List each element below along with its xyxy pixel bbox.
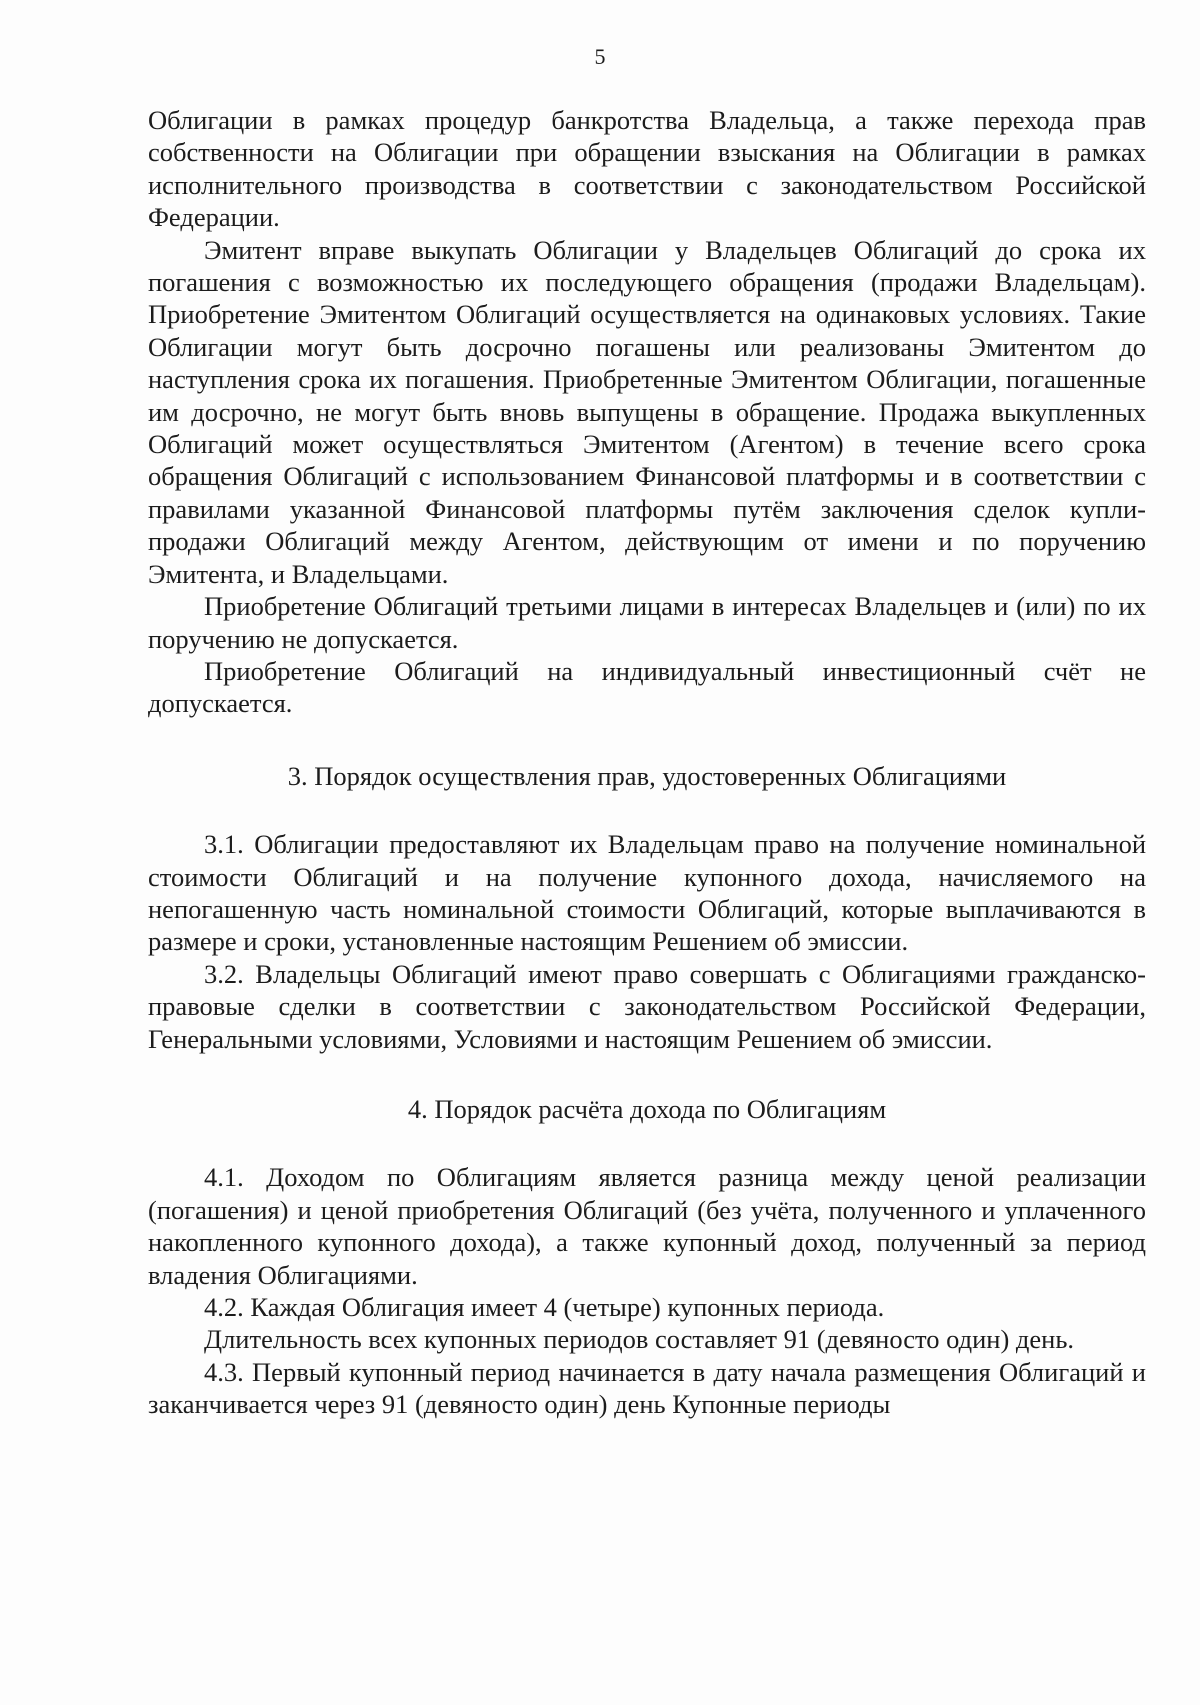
page-number: 5 [594, 44, 606, 69]
paragraph-coupon-duration: Длительность всех купонных периодов составляет 91 (девяносто один) день. [204, 1324, 1075, 1355]
paragraph-iis: Приобретение Облигаций на индивидуальный инвестиционный счёт не допускается. [148, 655, 1146, 719]
paragraph-3-1: 3.1. Облигации предоставляют их Владельцам право на получение номинальной стоимости Облигаций и на получение купонного дохода, начисляемого на непогашенную часть номинальной стоимости Облигаций, которые выплачиваются в размере и сроки, установленные настоящим Решением об эмиссии. [148, 829, 1146, 957]
paragraph-4-1: 4.1. Доходом по Облигациям является разница между ценой реализации (погашения) и ценой приобретения Облигаций (без учёта, полученного и уплаченного накопленного купонного дохода), а также купонный доход, полученный за период владения Облигациями. [148, 1162, 1146, 1290]
paragraph-4-2: 4.2. Каждая Облигация имеет 4 (четыре) купонных периода. [204, 1292, 885, 1322]
paragraph-buyback: Эмитент вправе выкупать Облигации у Владельцев Облигаций до срока их погашения с возможностью их последующего обращения (продажи Владельцам). Приобретение Эмитентом Облигаций осуществляется на одинаковых условиях. Такие Облигации могут быть досрочно погашены или реализованы Эмитентом до наступления срока их погашения. Приобретенные Эмитентом Облигации, погашенные им досрочно, не могут быть вновь выпущены в обращение. Продажа выкупленных Облигаций может осуществляться Эмитентом (Агентом) в течение всего срока обращения Облигаций с использованием Финансовой платформы и в соответствии с правилами указанной Финансовой платформы путём заключения сделок купли-продажи Облигаций между Агентом, действующим от имени и по поручению Эмитента, и Владельцами. [148, 234, 1146, 589]
paragraph-continuation: Облигации в рамках процедур банкротства Владельца, а также перехода прав собственности на Облигации при обращении взыскания на Облигации в рамках исполнительного производства в соответствии с законодательством Российской Федерации. [148, 105, 1146, 233]
document-body [148, 104, 1146, 1421]
paragraph-3-2: 3.2. Владельцы Облигаций имеют право совершать с Облигациями гражданско-правовые сделки в соответствии с законодательством Российской Федерации, Генеральными условиями, Условиями и настоящим Решением об эмиссии. [148, 958, 1146, 1054]
paragraph-third-party: Приобретение Облигаций третьими лицами в интересах Владельцев и (или) по их поручению не допускается. [148, 591, 1146, 654]
section-4-heading: 4. Порядок расчёта дохода по Облигациям [407, 1093, 887, 1124]
section-3-heading: 3. Порядок осуществления прав, удостоверенных Облигациями [287, 760, 1007, 791]
paragraph-4-3: 4.3. Первый купонный период начинается в дату начала размещения Облигаций и заканчивается через 91 (девяносто один) день Купонные периоды [148, 1356, 1146, 1420]
